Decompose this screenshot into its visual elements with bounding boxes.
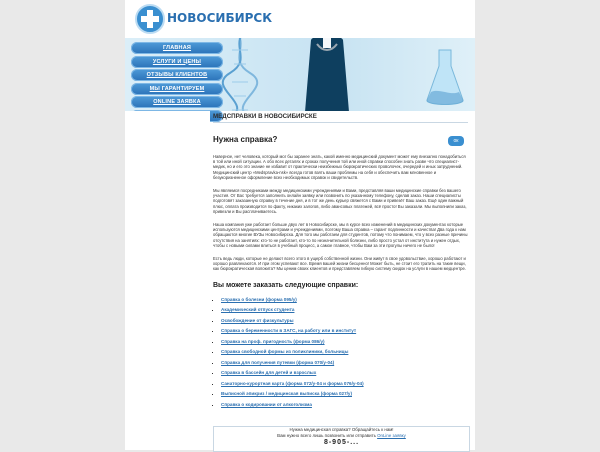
list-item [221, 328, 468, 334]
phone-number[interactable]: 8-905-... [323, 439, 360, 446]
nav-item-reviews[interactable]: ОТЗЫВЫ КЛИЕНТОВ [131, 69, 223, 81]
services-heading: Вы можете заказать следующие справки: [213, 281, 359, 289]
logo-text[interactable]: НОВОСИБИРСК [167, 11, 273, 25]
service-link-voucher[interactable]: Справка для получения путевки (форма 070/у-04) [221, 359, 335, 365]
list-item [221, 339, 468, 345]
service-link-sick-leave[interactable]: Справка о болезни (форма 095/у) [221, 296, 297, 302]
list-item [221, 370, 468, 376]
list-item [221, 381, 468, 387]
service-link-pool[interactable]: Справка в бассейн для детей и взрослых [221, 370, 317, 376]
list-item [221, 307, 468, 313]
service-link-pregnancy[interactable]: Справка о беременности в ЗАГС, на работу или в институт [221, 328, 357, 334]
services-list [221, 297, 468, 408]
nav-item-home[interactable]: ГЛАВНАЯ [131, 42, 223, 54]
service-link-pe-exemption[interactable]: Освобождение от физкультуры [221, 317, 294, 323]
online-order-link[interactable]: OnLine заявку [377, 433, 406, 438]
dna-helix-icon [220, 38, 260, 111]
footer-line-2-text: Вам нужно всего лишь позвонить или отправить [277, 433, 378, 438]
intro-paragraph-1: Наверное, нет человека, который мог бы заранее знать, какой именно медицинский документ может ему внезапно понадобиться в той или иной ситуации. А обо всех деталях и сроках получения той или иной справки способен знать разве что специалист-медик, но и его это знание не избавит от практически неизбежных бюрократических проволочек, очередей и иных затруднений. Медицинский центр «Medspravka-nsk» всегда готов взять ваши проблемы на себя и обеспечить вам мгновенное и безукоризненное оформление всех необходимых справок и свидетельств. [213, 154, 466, 180]
header [125, 0, 475, 38]
doctor-photo [303, 38, 351, 111]
footer-line-1: Нужна медицинская справка? Обращайтесь к нам! [289, 427, 394, 432]
section-title: МЕДСПРАВКИ В НОВОСИБИРСКЕ [213, 111, 468, 123]
ok-button[interactable]: ок [448, 136, 464, 146]
footer-callout [213, 426, 470, 452]
list-item [221, 402, 468, 408]
intro-paragraph-3: Наша компания уже работает больше двух лет в Новосибирске, мы в курсе всех изменений в медицинских документах которые используются медицинскими центрами и учреждениями, поэтому Ваша справка – гарант подлинности и качества! Два года к нам обращаются многие ВУЗы Новосибирска. Для того мы работаем для студентов, потому что понимаем, что у всех разные причины отсутствия на занятиях: кто-то не работает, кто-то по незначительной болезни, либо просто устал от института и нужен отдых, чтобы с новыми силами влиться в учебный процесс, а самое главное, чтобы Вам за эти прогулы ничего не было! [213, 222, 468, 248]
medical-cross-logo-icon[interactable] [135, 4, 165, 34]
intro-paragraph-2: Мы являемся посредниками между медицинскими учреждениями и Вами, представляя ваши медицинские справки без вашего участия. От Вас требуется заполнить онлайн заявку или позвонить по указанному телефону, сделав заказ. Наши специалисты подготовят заказанную справку в течение дня, и в тот же день курьер свяжется с Вами и привезёт Ваш заказ. Ещё один важный плюс, оплата производится по факту, никаких залогов, либо авансовых платежей, всё просто! Вы заказали. Мы выполнили заказ, привезли и Вы расплачиваетесь. [213, 188, 467, 214]
nav-item-online-order[interactable]: ONLINE ЗАЯВКА [131, 96, 223, 108]
page [125, 0, 475, 450]
lab-flask-icon [425, 48, 465, 108]
list-item [221, 318, 468, 324]
nav-item-services-prices[interactable]: УСЛУГИ И ЦЕНЫ [131, 56, 223, 68]
sidebar [125, 111, 210, 450]
page-heading: Нужна справка? [213, 135, 278, 144]
service-link-free-form[interactable]: Справка свободной формы из поликлиники, больницы [221, 349, 349, 355]
intro-paragraph-4: Есть ведь люди, которые не делают всего этого в ущерб собственной жизни. Они живут в свое удовольствие, хорошо работают и хорошо развлекаются. И при этом успевают все. Время вашей жизни бесценно! Может быть, не стоит его тратить на такие вещи, как бюрократическая волокита? Мы ценим своих клиентов и представляем гибкую систему скидок на услуги в нашем медцентре. [213, 256, 466, 272]
service-link-epicrisis[interactable]: Выписной эпикриз / медицинская выписка (форма 027/у) [221, 391, 352, 397]
nav-item-guarantees[interactable]: МЫ ГАРАНТИРУЕМ [131, 83, 223, 95]
list-item [221, 297, 468, 303]
service-link-coding[interactable]: Справка о кодировании от алкоголизма [221, 401, 312, 407]
list-item [221, 349, 468, 355]
list-item [221, 391, 468, 397]
service-link-fitness[interactable]: Справка на проф. пригодность (форма 086/у) [221, 338, 325, 344]
service-link-sanatorium[interactable]: Санаторно-курортная карта (форма 072/у-04 и форма 076/у-04) [221, 380, 364, 386]
service-link-academic-leave[interactable]: Академический отпуск студента [221, 307, 295, 313]
main-content [213, 111, 468, 412]
list-item [221, 360, 468, 366]
